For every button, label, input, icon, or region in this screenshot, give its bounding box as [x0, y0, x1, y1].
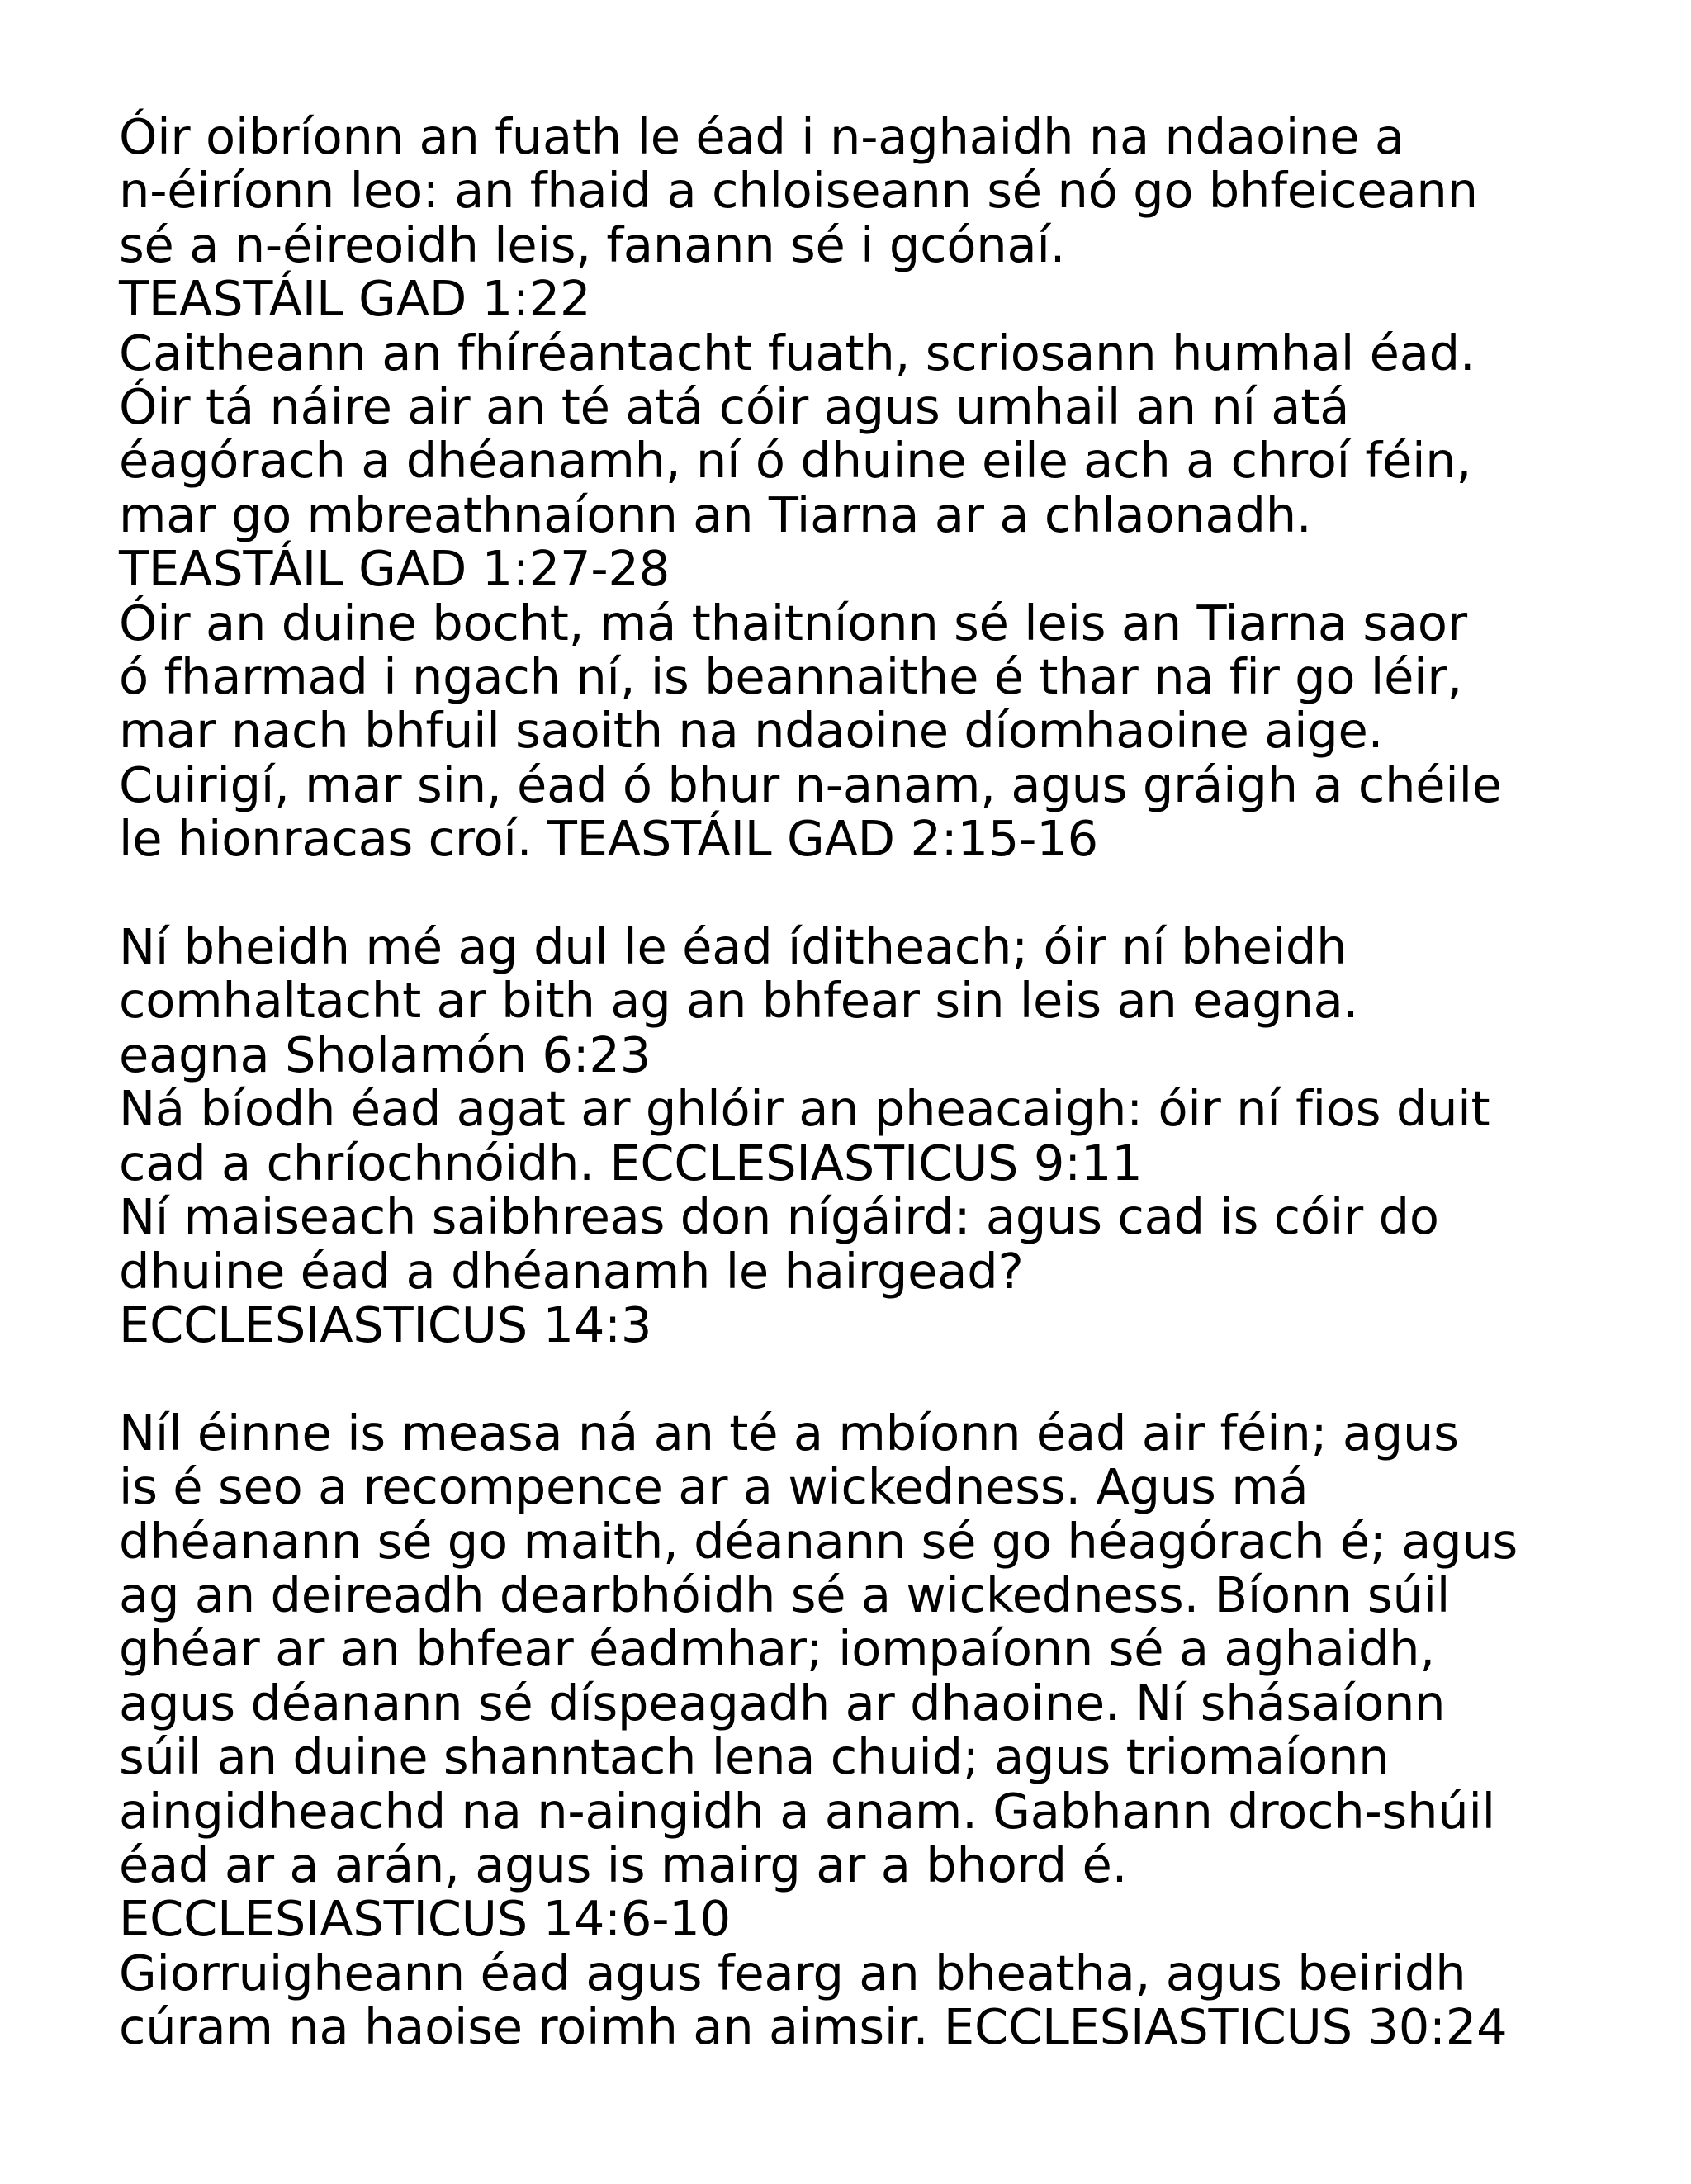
text-line: Óir an duine bocht, má thaitníonn sé leis an Tiarna saor — [119, 594, 1467, 651]
text-line: éagórach a dhéanamh, ní ó dhuine eile ach a chroí féin, — [119, 432, 1472, 490]
text-line: Ní bheidh mé ag dul le éad íditheach; óir ní bheidh — [119, 918, 1348, 976]
text-line: Óir tá náire air an té atá cóir agus umhail an ní atá — [119, 378, 1350, 436]
text-line: éad ar a arán, agus is mairg ar a bhord é. — [119, 1836, 1128, 1893]
text-line: Ná bíodh éad agat ar ghlóir an pheacaigh: óir ní fios duit — [119, 1080, 1490, 1138]
text-line: ag an deireadh dearbhóidh sé a wickedness. Bíonn súil — [119, 1566, 1451, 1623]
text-line: Ní maiseach saibhreas don nígáird: agus cad is cóir do — [119, 1188, 1439, 1246]
verse-reference: TEASTÁIL GAD 1:22 — [119, 270, 591, 328]
text-line: Caitheann an fhíréantacht fuath, scriosann humhal éad. — [119, 324, 1475, 381]
text-line: dhuine éad a dhéanamh le hairgead? — [119, 1242, 1024, 1300]
text-line: mar nach bhfuil saoith na ndaoine díomhaoine aige. — [119, 702, 1384, 760]
text-line: Níl éinne is measa ná an té a mbíonn éad air féin; agus — [119, 1404, 1459, 1462]
text-line: is é seo a recompence ar a wickedness. Agus má — [119, 1458, 1309, 1516]
verse-reference: ECCLESIASTICUS 14:3 — [119, 1296, 652, 1353]
text-line: ó fharmad i ngach ní, is beannaithe é thar na fir go léir, — [119, 648, 1462, 706]
text-line: sé a n-éireoidh leis, fanann sé i gcónaí. — [119, 216, 1066, 273]
text-line: súil an duine shanntach lena chuid; agus triomaíonn — [119, 1728, 1390, 1786]
text-line: n-éiríonn leo: an fhaid a chloiseann sé nó go bhfeiceann — [119, 162, 1478, 220]
text-line: cúram na haoise roimh an aimsir. ECCLESIASTICUS 30:24 — [119, 1998, 1508, 2056]
text-line: agus déanann sé díspeagadh ar dhaoine. Ní shásaíonn — [119, 1674, 1446, 1732]
paragraph-break — [119, 1352, 1671, 1405]
paragraph-break — [119, 866, 1671, 920]
text-line: Óir oibríonn an fuath le éad i n-aghaidh na ndaoine a — [119, 108, 1404, 165]
text-line: ghéar ar an bhfear éadmhar; iompaíonn sé a aghaidh, — [119, 1620, 1435, 1678]
verse-reference: ECCLESIASTICUS 14:6-10 — [119, 1890, 731, 1948]
text-line: cad a chríochnóidh. ECCLESIASTICUS 9:11 — [119, 1134, 1143, 1191]
verse-reference: TEASTÁIL GAD 1:27-28 — [119, 540, 670, 598]
text-line: comhaltacht ar bith ag an bhfear sin leis an eagna. — [119, 972, 1359, 1030]
text-line: le hionracas croí. TEASTÁIL GAD 2:15-16 — [119, 810, 1098, 868]
text-line: Giorruigheann éad agus fearg an bheatha, agus beiridh — [119, 1944, 1466, 2002]
text-line: aingidheachd na n-aingidh a anam. Gabhann droch-shúil — [119, 1782, 1495, 1840]
verse-reference: eagna Sholamón 6:23 — [119, 1026, 651, 1083]
text-line: dhéanann sé go maith, déanann sé go héagórach é; agus — [119, 1512, 1518, 1570]
text-line: mar go mbreathnaíonn an Tiarna ar a chlaonadh. — [119, 486, 1312, 543]
text-line: Cuirigí, mar sin, éad ó bhur n-anam, agus gráigh a chéile — [119, 756, 1502, 813]
document-page — [119, 110, 1671, 2054]
